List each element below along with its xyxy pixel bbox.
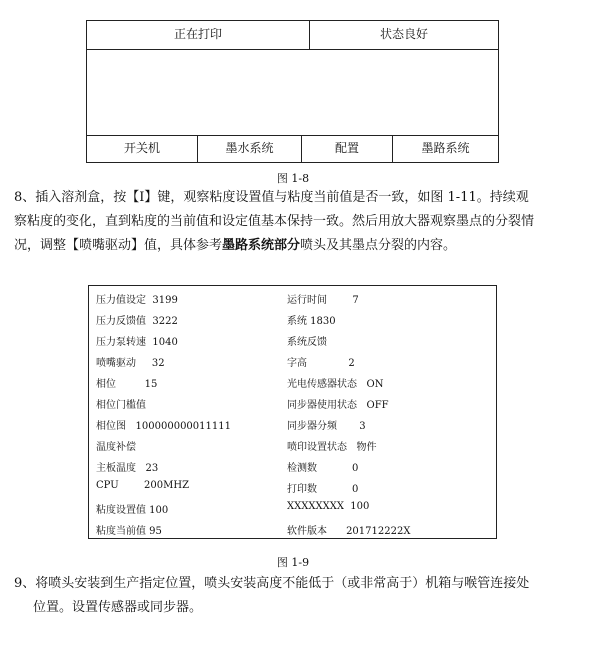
step-8-paragraph [14, 186, 580, 258]
param-row [89, 459, 496, 479]
param-right: 打印数 0 [287, 484, 359, 495]
param-left: 粘度设置值 100 [96, 505, 169, 516]
step-8-line-2: 察粘度的变化，直到粘度的当前值和设定值基本保持一致。然后用放大器观察墨点的分裂情 [14, 214, 535, 229]
menu-bar [87, 135, 498, 163]
param-left: 喷嘴驱动 32 [96, 358, 165, 369]
param-left: 相位门槛值 [96, 400, 146, 411]
step-8-line-3-start: 况，调整【喷嘴驱动】值，具体参考 [14, 238, 223, 253]
parameter-table [88, 285, 497, 539]
param-right: 同步器分频 3 [287, 421, 366, 432]
step-8-line-3 [14, 234, 580, 258]
power-button[interactable]: 开关机 [87, 136, 198, 163]
param-row [89, 480, 496, 500]
health-status-label: 状态良好 [379, 27, 428, 41]
param-left: 主板温度 23 [96, 463, 159, 474]
param-right: 软件版本 201712222X [287, 526, 411, 537]
param-row [89, 396, 496, 416]
param-left: 相位图 100000000011111 [96, 421, 231, 432]
param-right: 系统反馈 [287, 337, 327, 348]
param-row [89, 354, 496, 374]
param-right: 检测数 0 [287, 463, 359, 474]
param-left: 粘度当前值 95 [96, 526, 162, 537]
param-row [89, 312, 496, 332]
param-left: 压力值设定 3199 [96, 295, 178, 306]
param-right: 光电传感器状态 ON [287, 379, 384, 390]
param-right: 同步器使用状态 OFF [287, 400, 389, 411]
step-8-line-1: 8、插入溶剂盒，按【I】键，观察粘度设置值与粘度当前值是否一致，如图 1-11。持续观 [14, 190, 529, 205]
step-9-paragraph [14, 572, 580, 620]
param-left: CPU 200MHZ [96, 480, 190, 491]
figure-caption-1-9: 图 1-9 [276, 556, 310, 569]
ink-path-system-button[interactable]: 墨路系统 [421, 141, 470, 155]
step-8-line-3-end: 喷头及其墨点分裂的内容。 [300, 238, 457, 253]
ink-system-button[interactable]: 墨水系统 [198, 136, 302, 163]
param-row [89, 291, 496, 311]
step-9-line-1: 9、将喷头安装到生产指定位置，喷头安装高度不能低于（或非常高于）机箱与喉管连接处 [14, 576, 530, 591]
param-left: 压力泵转速 1040 [96, 337, 178, 348]
param-row [89, 375, 496, 395]
print-status-label: 正在打印 [87, 21, 310, 49]
step-9-line-2: 位置。设置传感器或同步器。 [33, 600, 203, 615]
param-right: 喷印设置状态 物件 [287, 442, 377, 453]
param-right: 系统 1830 [287, 316, 336, 327]
param-left: 温度补偿 [96, 442, 136, 453]
param-right: XXXXXXXX 100 [287, 501, 370, 512]
param-row [89, 522, 496, 542]
param-row [89, 417, 496, 437]
figure-caption-1-8: 图 1-8 [276, 172, 310, 185]
param-row [89, 501, 496, 521]
step-8-bold-reference: 墨路系统部分 [222, 238, 301, 253]
param-right: 运行时间 7 [287, 295, 359, 306]
param-row [89, 333, 496, 353]
param-left: 压力反馈值 3222 [96, 316, 178, 327]
param-row [89, 438, 496, 458]
config-button[interactable]: 配置 [302, 136, 393, 163]
param-left: 相位 15 [96, 379, 158, 390]
printer-status-panel [86, 20, 499, 163]
param-right: 字高 2 [287, 358, 355, 369]
status-bar [87, 21, 498, 50]
